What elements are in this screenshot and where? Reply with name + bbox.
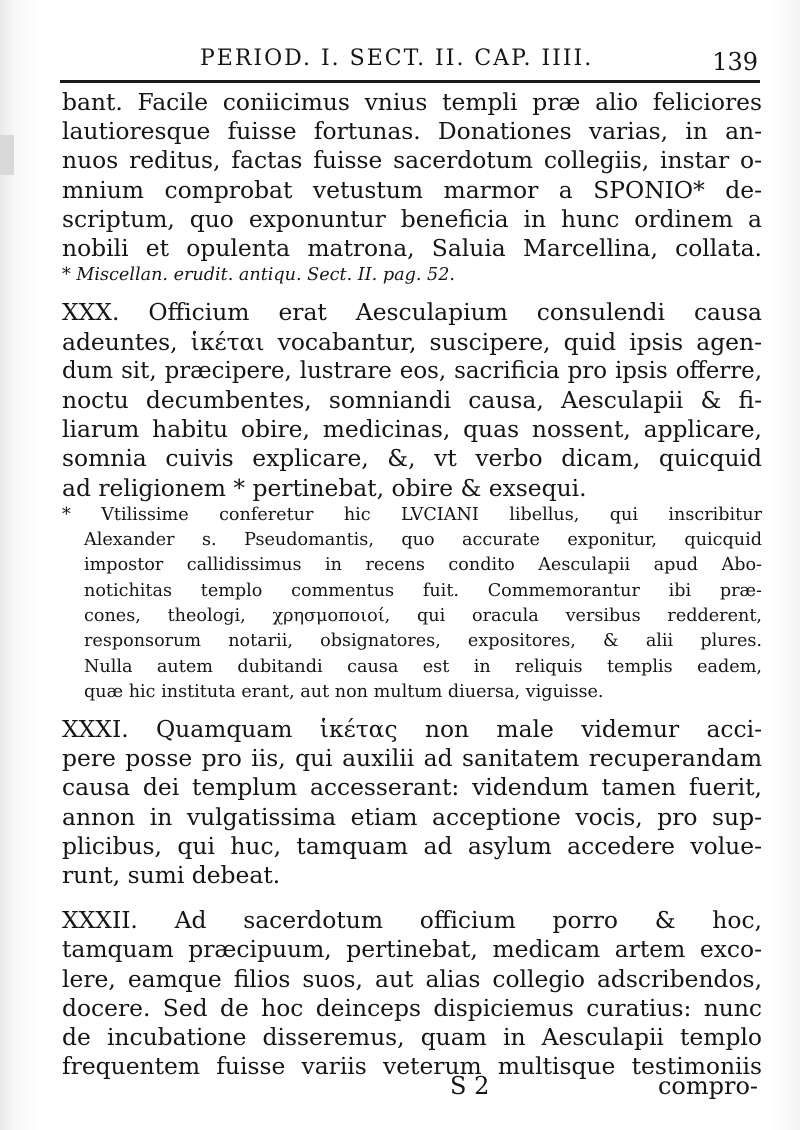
text-line: nuos reditus, factas fuisse sacerdotum collegiis, instar o- [62,146,762,175]
text-line: annon in vulgatissima etiam acceptione vocis, pro sup- [62,802,762,831]
footnote-line: quæ hic instituta erant, aut non multum diuersa, viguisse. [84,681,604,702]
text-line: lere, eamque filios suos, aut alias collegio adscribendos, [62,964,762,993]
running-title: PERIOD. I. SECT. II. CAP. IIII. [200,46,594,71]
text-line: liarum habitu obire, medicinas, quas nossent, applicare, [62,415,762,444]
footnote-line: impostor callidissimus in recens condito Aesculapii apud Abo- [84,555,762,576]
footnote-line: notichitas templo commentus fuit. Commemorantur ibi præ- [84,580,762,601]
text-line: nobili et opulenta matrona, Saluia Marcellina, collata. [62,233,762,262]
text-line: tamquam præcipuum, pertinebat, medicam artem exco- [62,935,762,964]
text-line: docere. Sed de hoc deinceps dispiciemus curatius: nunc [62,993,762,1022]
text-line: bant. Facile coniicimus vnius templi præ alio feliciores [62,88,762,116]
section-xxx [62,298,762,502]
section-xxxii [62,906,762,1081]
page-number: 139 [712,48,758,76]
page-body [62,88,762,1081]
header-rule [60,80,760,83]
catchword: compro- [657,1072,758,1100]
footnote-line: cones, theologi, χρησμοποιοί, qui oracula versibus redderent, [84,605,762,626]
text-line: XXX. Officium erat Aesculapium consulendi causa [62,298,762,327]
text-line: dum sit, præcipere, lustrare eos, sacrificia pro ipsis offerre, [62,357,762,384]
footnote-line: Alexander s. Pseudomantis, quo accurate exponitur, quicquid [84,530,762,551]
footnote-2 [62,503,762,705]
text-line: adeuntes, ἱκέται vocabantur, suscipere, quid ipsis agen- [62,327,762,356]
paragraph-1 [62,88,762,263]
text-line: XXXI. Quamquam ἱκέτας non male videmur acci- [62,715,762,744]
footnote-line: * Vtilissime conferetur hic LVCIANI libellus, qui inscribitur [62,504,762,525]
text-line: somnia cuivis explicare, &, vt verbo dicam, quicquid [62,444,762,473]
footnote-1: * Miscellan. erudit. antiqu. Sect. II. pag. 52. [62,265,456,286]
text-line: runt, sumi debeat. [62,861,281,890]
text-line: scriptum, quo exponuntur beneficia in hunc ordinem a [62,204,762,233]
text-line: causa dei templum accesserant: videndum tamen fuerit, [62,773,762,802]
text-line: XXXII. Ad sacerdotum officium porro & hoc, [62,906,762,935]
section-xxxi [62,715,762,890]
text-line: lautioresque fuisse fortunas. Donationes varias, in an- [62,117,762,146]
text-line: ad religionem * pertinebat, obire & exsequi. [62,473,587,502]
text-line: de incubatione disseremus, quam in Aesculapii templo [62,1022,762,1051]
footnote-line: Nulla autem dubitandi causa est in reliquis templis eadem, [84,656,762,677]
text-line: plicibus, qui huc, tamquam ad asylum accedere volue- [62,831,762,860]
text-line: frequentem fuisse variis veterum multisque testimoniis [62,1052,762,1081]
signature-mark: S 2 [450,1072,490,1100]
page-margin-stain [0,135,14,175]
running-head [60,44,760,84]
text-line: noctu decumbentes, somniandi causa, Aesculapii & fi- [62,385,762,414]
text-line: pere posse pro iis, qui auxilii ad sanitatem recuperandam [62,744,762,773]
page-footer [62,1068,762,1104]
footnote-line: responsorum notarii, obsignatores, expositores, & alii plures. [84,631,762,652]
text-line: mnium comprobat vetustum marmor a SPONIO* de- [62,175,762,204]
